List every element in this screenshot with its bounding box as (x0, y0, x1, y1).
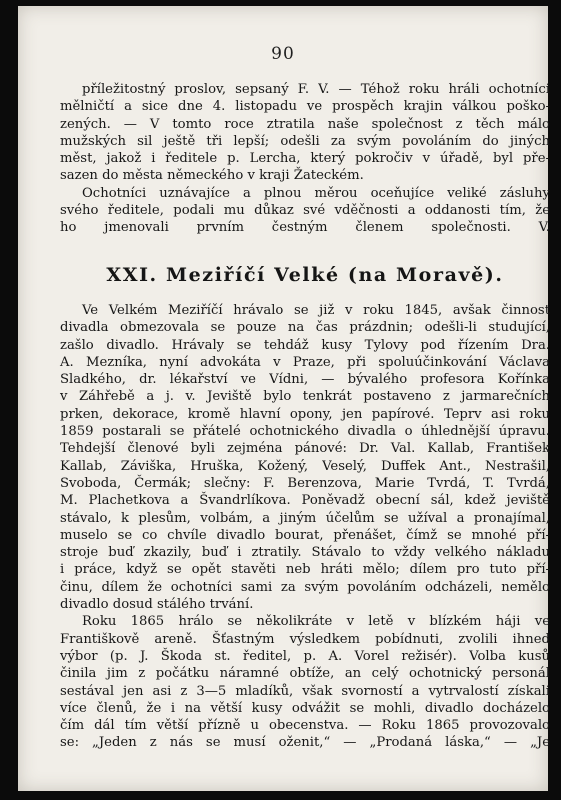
text-line: divadla obmezovala se pouze na čas prázdnin; odešli-li studující, (60, 320, 550, 336)
text-line: Františkově areně. Šťastným výsledkem pobídnuti, zvolili ihned (60, 631, 550, 647)
text-line: mužských sil ještě tři lepší; odešli za svým povoláním do jiných (60, 133, 550, 149)
text-line: Sladkého, dr. lékařství ve Vídni, — bývalého profesora Kořínka (60, 372, 550, 388)
text-line: zašlo divadlo. Hrávaly se tehdáž kusy Tylovy pod řízením Dra. (60, 337, 550, 353)
text-line: stroje buď zkazily, buď i ztratily. Stávalo to vždy velkého nákladu (60, 545, 550, 561)
text-line: více členů, že i na větší kusy odvážit se mohli, divadlo docházelo (60, 700, 550, 716)
text-line: prken, dekorace, kromě hlavní opony, jen papírové. Teprv asi roku (60, 406, 550, 422)
paragraph (60, 81, 550, 185)
paragraph (60, 185, 550, 237)
text-line: Svoboda, Čermák; slečny: F. Berenzova, Marie Tvrdá, T. Tvrdá, (60, 475, 550, 491)
text-line: zených. — V tomto roce ztratila naše společnost z těch málo (60, 116, 550, 132)
bottom-text-block (60, 302, 550, 752)
text-line: stávalo, k plesům, volbám, a jiným účelům se užíval a pronajímal, (60, 510, 550, 526)
book-page (18, 6, 548, 791)
text-line: výbor (p. J. Škoda st. ředitel, p. A. Vorel režisér). Volba kusů (60, 648, 550, 664)
page-number: 90 (271, 44, 295, 64)
text-line: čím dál tím větší přízně u obecenstva. — Roku 1865 provozovalo (60, 718, 550, 734)
text-line: se: „Jeden z nás se musí oženit,“ — „Prodaná láska,“ — „Je (60, 735, 550, 751)
text-line: 1859 postarali se přátelé ochotnického divadla o úhlednější úpravu. (60, 424, 550, 440)
text-line: mělničtí a sice dne 4. listopadu ve prospěch krajin válkou poško- (60, 99, 550, 115)
text-line: i práce, když se opět stavěti neb hráti mělo; dílem pro tuto pří- (60, 562, 550, 578)
text-line: divadlo dosud stálého trvání. (60, 597, 254, 613)
section-heading: XXI. Meziříčí Velké (na Moravě). (106, 264, 504, 286)
text-line: Ve Velkém Meziříčí hrávalo se již v roku 1845, avšak činnost (82, 303, 550, 318)
text-line: v Záhřebě a j. v. Jeviště bylo tenkrát postaveno z jarmarečních (60, 389, 550, 405)
paragraph (60, 302, 550, 613)
text-line: A. Mezníka, nyní advokáta v Praze, při spoluúčinkování Václava (60, 354, 550, 370)
text-line: muselo se co chvíle divadlo bourat, přenášet, čímž se mnohé pří- (60, 527, 550, 543)
text-line: měst, jakož i ředitele p. Lercha, který pokročiv v úřadě, byl pře- (60, 151, 550, 167)
text-line: Tehdejší členové byli zejména pánové: Dr. Val. Kallab, František (60, 441, 550, 457)
top-text-block (60, 81, 550, 237)
text-line: Kallab, Záviška, Hruška, Kožený, Veselý, Duffek Ant., Nestrašil, (60, 458, 550, 474)
text-line: činu, dílem že ochotníci sami za svým povoláním odcházeli, nemělo (60, 579, 550, 595)
text-line: svého ředitele, podali mu důkaz své vděčnosti a oddanosti tím, že (60, 203, 550, 219)
text-line: příležitostný proslov, sepsaný F. V. — Téhož roku hráli ochotníci (82, 82, 550, 97)
text-line: sazen do města německého v kraji Žateckém. (60, 168, 364, 184)
text-line: sestával jen asi z 3—5 mladíků, však svorností a vytrvalostí získali (60, 683, 550, 699)
text-line: činila jim z počátku náramné obtíže, an celý ochotnický personál (60, 666, 550, 682)
text-line: Ochotníci uznávajíce a plnou měrou oceňujíce veliké zásluhy (82, 185, 550, 201)
text-line: ho jmenovali prvním čestným členem společnosti. V. (60, 220, 550, 236)
text-line: M. Plachetkova a Švandrlíkova. Poněvadž obecní sál, kdež jeviště (60, 493, 550, 509)
paragraph (60, 613, 550, 751)
text-line: Roku 1865 hrálo se několikráte v letě v blízkém háji ve (82, 614, 550, 630)
